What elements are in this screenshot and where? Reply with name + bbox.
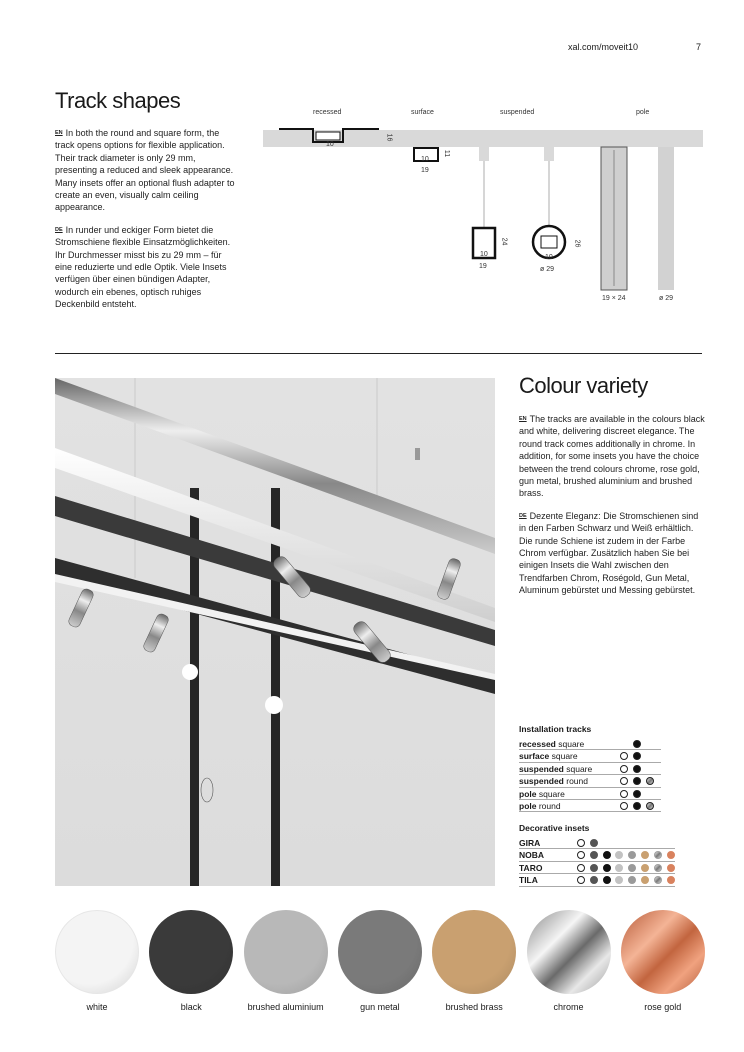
swatch-label: white [86, 1002, 108, 1012]
swatch-rose-gold [621, 910, 705, 994]
finish-dot-black [633, 752, 641, 760]
decorative-insets-table [519, 837, 675, 889]
track-shapes-diagram [263, 120, 703, 310]
finish-dot-rosegold [667, 864, 675, 872]
row-type: surface [519, 751, 550, 762]
row-shape: round [536, 801, 561, 811]
finish-dot-aluminium2 [628, 864, 636, 872]
finish-dot-brass [641, 851, 649, 859]
finish-dot-white [620, 777, 628, 785]
dim-surface-inner: 10 [421, 156, 429, 163]
dim-pole-rd: ø 29 [659, 295, 674, 302]
finish-dot-white [577, 876, 585, 884]
decorative-insets-title: Decorative insets [519, 823, 590, 833]
finish-dot-aluminium2 [628, 851, 636, 859]
dim-susp-sq-w: 19 [479, 263, 487, 270]
swatch-brushed-brass [432, 910, 516, 994]
installation-row [519, 788, 661, 800]
dim-susp-rd-h: 26 [573, 239, 581, 248]
finish-dot-black [633, 790, 641, 798]
finish-dot-white [620, 790, 628, 798]
inset-row [519, 874, 675, 886]
dim-pole-sq: 19 × 24 [602, 295, 626, 302]
pole-round [658, 147, 674, 290]
finish-dot-black [603, 864, 611, 872]
label-recessed: recessed [313, 109, 342, 116]
finish-dot-white [577, 839, 585, 847]
finish-dot-black [633, 777, 641, 785]
finish-dot-chrome [646, 802, 654, 810]
row-shape: square [549, 751, 578, 762]
label-surface: surface [411, 109, 434, 116]
installation-row [519, 750, 661, 762]
installation-tracks-table [519, 738, 661, 814]
finish-dot-black [603, 851, 611, 859]
row-shape: square [555, 739, 585, 749]
finish-dot-gunmetal [590, 876, 598, 884]
finish-dot-aluminium [615, 876, 623, 884]
inset-row [519, 837, 675, 849]
swatch-chrome [527, 910, 611, 994]
inset-row [519, 849, 675, 861]
row-shape: round [563, 776, 588, 787]
finish-dot-black [633, 740, 641, 748]
finish-dot-white [620, 765, 628, 773]
finish-dot-white [577, 851, 585, 859]
inset-name: NOBA [519, 850, 545, 861]
colour-variety-title: Colour variety [519, 373, 648, 398]
de-tag: DE [55, 226, 63, 233]
dim-susp-sq-inner: 10 [480, 251, 488, 258]
swatch-black [149, 910, 233, 994]
swatch-label: black [180, 1002, 202, 1012]
label-pole: pole [636, 109, 650, 116]
row-type: pole [519, 801, 537, 811]
en-tag: EN [55, 130, 63, 136]
finish-dot-brass [641, 864, 649, 872]
swatch-label: brushed brass [445, 1002, 503, 1012]
colour-variety-de: Dezente Eleganz: Die Stromschienen sind in den Farben Schwarz und Weiß erhältlich. Die runde Schiene ist zudem in der Farbe Chrom verfügbar. Zusätzlich haben Sie bei einigen Insets die Wahl zwischen den Trendfarben Chrom, Roségold, Gun Metal, Aluminum gebürstet und Messing gebürstet. [519, 510, 699, 596]
installation-tracks-title: Installation tracks [519, 724, 592, 734]
finish-dot-gunmetal [590, 839, 598, 847]
en-tag: EN [519, 416, 527, 422]
track-shapes-text [55, 127, 235, 321]
inset-row [519, 862, 675, 874]
finish-dot-rosegold [667, 851, 675, 859]
finish-dot-brass [641, 876, 649, 884]
row-type: suspended [519, 776, 564, 787]
dim-susp-sq-h: 24 [500, 237, 508, 246]
finish-dot-rosegold [667, 876, 675, 884]
swatch-label: chrome [553, 1002, 584, 1012]
header-url: xal.com/moveit10 [568, 42, 639, 52]
section-divider [55, 353, 702, 354]
swatch-gun-metal [338, 910, 422, 994]
susp-sq-mount [479, 147, 489, 161]
inset-name: TILA [519, 875, 538, 886]
row-shape: square [563, 763, 593, 774]
installation-row [519, 763, 661, 775]
finish-dot-chrome [654, 876, 662, 884]
installation-row [519, 800, 661, 812]
row-shape: square [536, 788, 565, 799]
inset-name: GIRA [519, 838, 541, 848]
installation-row [519, 775, 661, 787]
finish-dot-black [633, 765, 641, 773]
finish-dot-gunmetal [590, 864, 598, 872]
swatch-label: brushed aluminium [247, 1002, 324, 1012]
de-tag: DE [519, 512, 527, 519]
dim-surface-h: 11 [443, 149, 451, 158]
finish-dot-chrome [654, 851, 662, 859]
finish-dot-aluminium [615, 851, 623, 859]
page-number: 7 [696, 42, 702, 52]
finish-dot-chrome [646, 777, 654, 785]
dim-recessed-h: 16 [385, 133, 393, 142]
colour-variety-en: The tracks are available in the colours black and white, delivering discreet elegance. The round track comes additionally in chrome. In addition, for some insets you have the choice between the trend colours chrome, rose gold, gun metal, brushed aluminium and brushed brass. [519, 414, 705, 499]
susp-rd-mount [544, 147, 554, 161]
inset-name: TARO [519, 862, 543, 873]
track-shapes-title: Track shapes [55, 88, 181, 113]
dim-susp-rd-w: ø 29 [540, 266, 555, 273]
finish-dot-aluminium [615, 864, 623, 872]
colour-variety-text [519, 413, 705, 607]
row-type: suspended [519, 763, 564, 774]
track-shapes-de: In runder und eckiger Form bietet die Stromschiene flexible Einsatzmöglichkeiten. Ihr Durchmesser misst bis zu 29 mm – für eine reduzierte und edle Optik. Viele Insets verfügen über einen bündigen Adapter, wodurch ein ebenes, optisch ruhiges Deckenbild entsteht. [55, 224, 231, 310]
track-shapes-en: In both the round and square form, the track opens options for flexible application. Their track diameter is only 29 mm, presenting a reduced and sleek appearance. Many insets offer an optional flush adapter to create an even, visually calm ceiling appearance. [55, 128, 235, 213]
finish-dot-gunmetal [590, 851, 598, 859]
finish-dot-white [620, 802, 628, 810]
swatch-brushed-aluminium [244, 910, 328, 994]
finish-dot-chrome [654, 864, 662, 872]
row-type: pole [519, 788, 537, 799]
label-suspended: suspended [500, 109, 535, 116]
finish-dot-aluminium2 [628, 876, 636, 884]
row-type: recessed [519, 739, 556, 749]
dim-susp-rd-inner: 10 [545, 254, 553, 261]
installation-row [519, 738, 661, 750]
swatch-label: gun metal [360, 1002, 400, 1012]
finish-dot-black [633, 802, 641, 810]
track-photo [55, 378, 495, 886]
finish-dot-white [577, 864, 585, 872]
swatch-label: rose gold [644, 1002, 682, 1012]
swatch-white [55, 910, 139, 994]
dim-surface-w: 19 [421, 167, 429, 174]
finish-dot-white [620, 752, 628, 760]
finish-dot-black [603, 876, 611, 884]
dim-recessed-w: 10 [326, 141, 334, 148]
